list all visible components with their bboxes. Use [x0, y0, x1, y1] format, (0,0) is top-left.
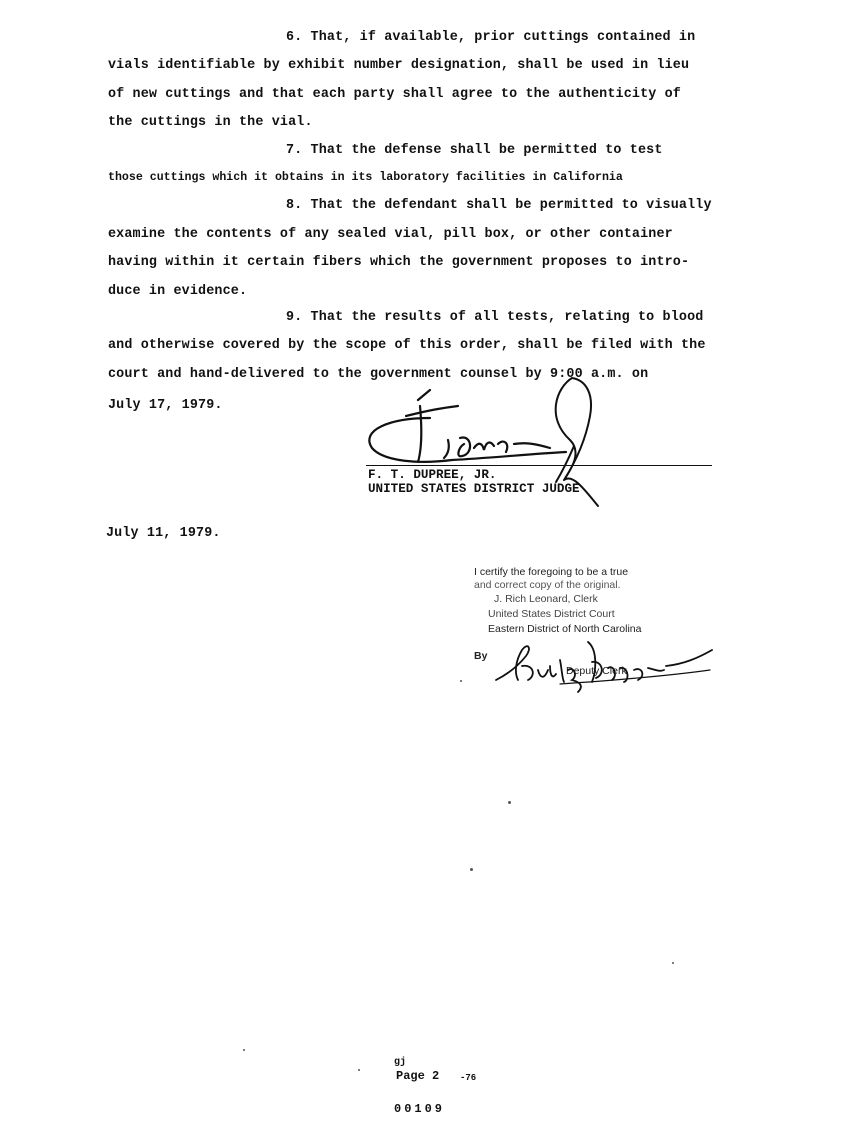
deputy-clerk-signature [488, 636, 728, 696]
cert-line-4: United States District Court [488, 608, 615, 620]
scan-speck [243, 1049, 245, 1051]
document-number: 00109 [394, 1102, 446, 1116]
paragraph-8-line-2: examine the contents of any sealed vial, pill box, or other container [108, 227, 673, 242]
paragraph-6-line-4: the cuttings in the vial. [108, 115, 313, 130]
cert-line-2: and correct copy of the original. [474, 579, 621, 591]
paragraph-9-line-3: court and hand-delivered to the government counsel by 9:00 a.m. on [108, 367, 649, 382]
paragraph-8-line-3: having within it certain fibers which the government proposes to intro- [108, 255, 690, 270]
paragraph-6-line-1: 6. That, if available, prior cuttings contained in [286, 30, 696, 45]
judge-title: UNITED STATES DISTRICT JUDGE [368, 482, 580, 496]
cert-line-1: I certify the foregoing to be a true [474, 566, 629, 578]
judge-signature [360, 378, 620, 518]
scan-speck [470, 868, 473, 871]
cert-by-label: By [474, 650, 488, 662]
paragraph-8-line-1: 8. That the defendant shall be permitted to visually [286, 198, 712, 213]
page-mark-right: -76 [460, 1073, 477, 1083]
paragraph-9-line-2: and otherwise covered by the scope of this order, shall be filed with the [108, 338, 706, 353]
cert-line-5: Eastern District of North Carolina [488, 623, 642, 635]
deadline-date: July 17, 1979. [108, 398, 223, 413]
scan-speck [508, 801, 511, 804]
paragraph-9-line-1: 9. That the results of all tests, relating to blood [286, 310, 704, 325]
page-mark-small: gj [394, 1057, 407, 1068]
scan-speck [460, 680, 462, 682]
paragraph-6-line-3: of new cuttings and that each party shall agree to the authenticity of [108, 87, 681, 102]
scan-speck [672, 962, 674, 964]
judge-name: F. T. DUPREE, JR. [368, 468, 497, 482]
paragraph-7-line-2: those cuttings which it obtains in its laboratory facilities in California [108, 171, 623, 184]
page-number: Page 2 [396, 1069, 440, 1083]
scan-speck [358, 1069, 360, 1071]
order-date: July 11, 1979. [106, 526, 221, 541]
paragraph-8-line-4: duce in evidence. [108, 284, 248, 299]
cert-line-3: J. Rich Leonard, Clerk [494, 593, 598, 605]
paragraph-7-line-1: 7. That the defense shall be permitted to test [286, 143, 663, 158]
signature-line [366, 465, 712, 466]
paragraph-6-line-2: vials identifiable by exhibit number designation, shall be used in lieu [108, 58, 690, 73]
cert-deputy-label: Deputy Clerk [566, 665, 627, 677]
